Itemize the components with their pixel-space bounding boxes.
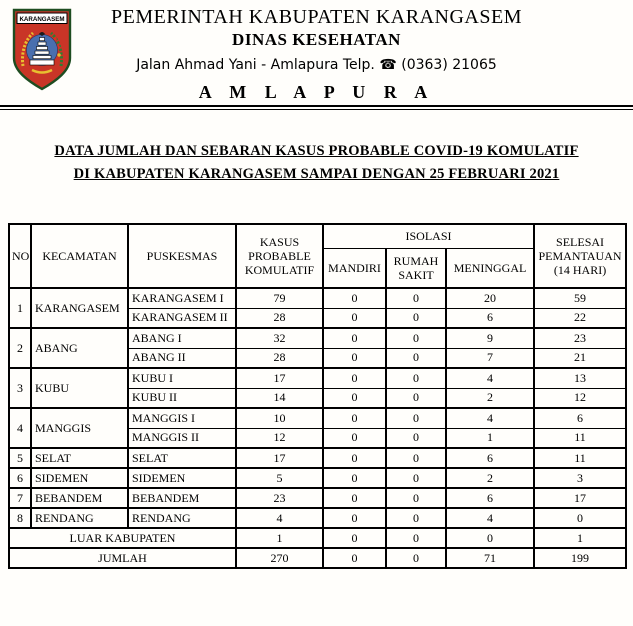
cell-rumah-sakit: 0 (386, 288, 446, 308)
covid-data-table (8, 223, 627, 569)
col-header-mandiri: MANDIRI (323, 248, 386, 288)
cell-kasus: 17 (236, 448, 323, 468)
letterhead-divider (0, 105, 633, 110)
document-title (0, 140, 633, 186)
cell-puskesmas: KUBU II (128, 388, 236, 408)
cell-jumlah-label: JUMLAH (9, 548, 236, 568)
cell-meninggal: 2 (446, 468, 534, 488)
cell-puskesmas: KARANGASEM I (128, 288, 236, 308)
cell-kasus: 17 (236, 368, 323, 388)
cell-kecamatan: MANGGIS (31, 408, 128, 448)
cell-meninggal: 6 (446, 448, 534, 468)
cell-kecamatan: KUBU (31, 368, 128, 408)
cell-kasus: 28 (236, 308, 323, 328)
cell-selesai: 11 (534, 448, 626, 468)
cell-no: 5 (9, 448, 31, 468)
cell-selesai: 1 (534, 528, 626, 548)
cell-mandiri: 0 (323, 408, 386, 428)
cell-puskesmas: MANGGIS II (128, 428, 236, 448)
cell-meninggal: 1 (446, 428, 534, 448)
cell-kasus: 79 (236, 288, 323, 308)
cell-rumah-sakit: 0 (386, 508, 446, 528)
cell-kasus: 14 (236, 388, 323, 408)
cell-mandiri: 0 (323, 308, 386, 328)
cell-selesai: 17 (534, 488, 626, 508)
table-row (9, 328, 626, 348)
cell-kasus-total: 270 (236, 548, 323, 568)
cell-no: 3 (9, 368, 31, 408)
cell-mandiri: 0 (323, 368, 386, 388)
cell-meninggal: 7 (446, 348, 534, 368)
cell-kasus: 23 (236, 488, 323, 508)
department-name: DINAS KESEHATAN (232, 30, 401, 49)
cell-rumah-sakit: 0 (386, 468, 446, 488)
cell-mandiri: 0 (323, 448, 386, 468)
col-header-puskesmas: PUSKESMAS (128, 224, 236, 288)
table-row (9, 488, 626, 508)
cell-selesai: 6 (534, 408, 626, 428)
cell-rumah-sakit: 0 (386, 428, 446, 448)
table-row (9, 508, 626, 528)
cell-no: 1 (9, 288, 31, 328)
cell-kasus: 4 (236, 508, 323, 528)
cell-no: 7 (9, 488, 31, 508)
col-header-rumah-sakit: RUMAH SAKIT (386, 248, 446, 288)
table-row (9, 368, 626, 388)
table-row-jumlah (9, 548, 626, 568)
cell-selesai: 22 (534, 308, 626, 328)
cell-rumah-sakit: 0 (386, 368, 446, 388)
cell-puskesmas: MANGGIS I (128, 408, 236, 428)
table-row (9, 288, 626, 308)
col-header-selesai: SELESAI PEMANTAUAN (14 HARI) (534, 224, 626, 288)
cell-rumah-sakit-total: 0 (386, 548, 446, 568)
cell-selesai: 3 (534, 468, 626, 488)
cell-selesai: 21 (534, 348, 626, 368)
cell-puskesmas: KARANGASEM II (128, 308, 236, 328)
address-line (0, 57, 633, 73)
banner-text: KARANGASEM (19, 16, 65, 23)
cell-rumah-sakit: 0 (386, 348, 446, 368)
cell-selesai: 11 (534, 428, 626, 448)
col-header-meninggal: MENINGGAL (446, 248, 534, 288)
cell-no: 4 (9, 408, 31, 448)
cell-selesai: 12 (534, 388, 626, 408)
document-title-line1: DATA JUMLAH DAN SEBARAN KASUS PROBABLE COVID-19 KOMULATIF (54, 143, 579, 159)
cell-kecamatan: RENDANG (31, 508, 128, 528)
cell-kasus: 12 (236, 428, 323, 448)
cell-kecamatan: BEBANDEM (31, 488, 128, 508)
table-row (9, 408, 626, 428)
cell-rumah-sakit: 0 (386, 408, 446, 428)
cell-kecamatan: ABANG (31, 328, 128, 368)
cell-mandiri: 0 (323, 388, 386, 408)
cell-no: 2 (9, 328, 31, 368)
cell-puskesmas: BEBANDEM (128, 488, 236, 508)
cell-puskesmas: ABANG I (128, 328, 236, 348)
cell-meninggal: 6 (446, 488, 534, 508)
cell-kasus: 1 (236, 528, 323, 548)
document-title-line2: DI KABUPATEN KARANGASEM SAMPAI DENGAN 25 FEBRUARI 2021 (73, 166, 560, 182)
cell-rumah-sakit: 0 (386, 488, 446, 508)
cell-rumah-sakit: 0 (386, 308, 446, 328)
cell-kecamatan: SIDEMEN (31, 468, 128, 488)
col-header-kasus: KASUS PROBABLE KOMULATIF (236, 224, 323, 288)
cell-meninggal-total: 71 (446, 548, 534, 568)
cell-mandiri: 0 (323, 348, 386, 368)
cell-kecamatan: KARANGASEM (31, 288, 128, 328)
cell-meninggal: 9 (446, 328, 534, 348)
cell-mandiri: 0 (323, 328, 386, 348)
cell-meninggal: 20 (446, 288, 534, 308)
cell-kasus: 32 (236, 328, 323, 348)
cell-rumah-sakit: 0 (386, 328, 446, 348)
cell-mandiri: 0 (323, 488, 386, 508)
table-row (9, 468, 626, 488)
cell-mandiri: 0 (323, 428, 386, 448)
cell-selesai: 23 (534, 328, 626, 348)
cell-meninggal: 2 (446, 388, 534, 408)
cell-mandiri-total: 0 (323, 548, 386, 568)
phone-number: (0363) 21065 (401, 57, 497, 73)
cell-meninggal: 4 (446, 368, 534, 388)
cell-mandiri: 0 (323, 288, 386, 308)
cell-rumah-sakit: 0 (386, 448, 446, 468)
address-text: Jalan Ahmad Yani - Amlapura Telp. (136, 57, 375, 73)
col-header-no: NO (9, 224, 31, 288)
table-header-row-1 (9, 224, 626, 248)
cell-rumah-sakit: 0 (386, 528, 446, 548)
cell-luar-kabupaten-label: LUAR KABUPATEN (9, 528, 236, 548)
phone-icon: ☎ (379, 57, 397, 73)
cell-selesai: 59 (534, 288, 626, 308)
city-name: A M L A P U R A (198, 82, 435, 102)
cell-meninggal: 4 (446, 408, 534, 428)
cell-puskesmas: ABANG II (128, 348, 236, 368)
table-row-luar-kabupaten (9, 528, 626, 548)
cell-meninggal: 6 (446, 308, 534, 328)
cell-mandiri: 0 (323, 468, 386, 488)
col-header-isolasi: ISOLASI (323, 224, 534, 248)
cell-mandiri: 0 (323, 528, 386, 548)
cell-puskesmas: RENDANG (128, 508, 236, 528)
cell-puskesmas: SIDEMEN (128, 468, 236, 488)
cell-rumah-sakit: 0 (386, 388, 446, 408)
cell-kecamatan: SELAT (31, 448, 128, 468)
cell-selesai: 13 (534, 368, 626, 388)
cell-selesai-total: 199 (534, 548, 626, 568)
cell-no: 8 (9, 508, 31, 528)
cell-kasus: 28 (236, 348, 323, 368)
government-name: PEMERINTAH KABUPATEN KARANGASEM (111, 6, 522, 28)
cell-puskesmas: SELAT (128, 448, 236, 468)
cell-selesai: 0 (534, 508, 626, 528)
table-row (9, 448, 626, 468)
col-header-kecamatan: KECAMATAN (31, 224, 128, 288)
cell-mandiri: 0 (323, 508, 386, 528)
cell-kasus: 10 (236, 408, 323, 428)
cell-puskesmas: KUBU I (128, 368, 236, 388)
cell-no: 6 (9, 468, 31, 488)
cell-meninggal: 0 (446, 528, 534, 548)
cell-meninggal: 4 (446, 508, 534, 528)
cell-kasus: 5 (236, 468, 323, 488)
